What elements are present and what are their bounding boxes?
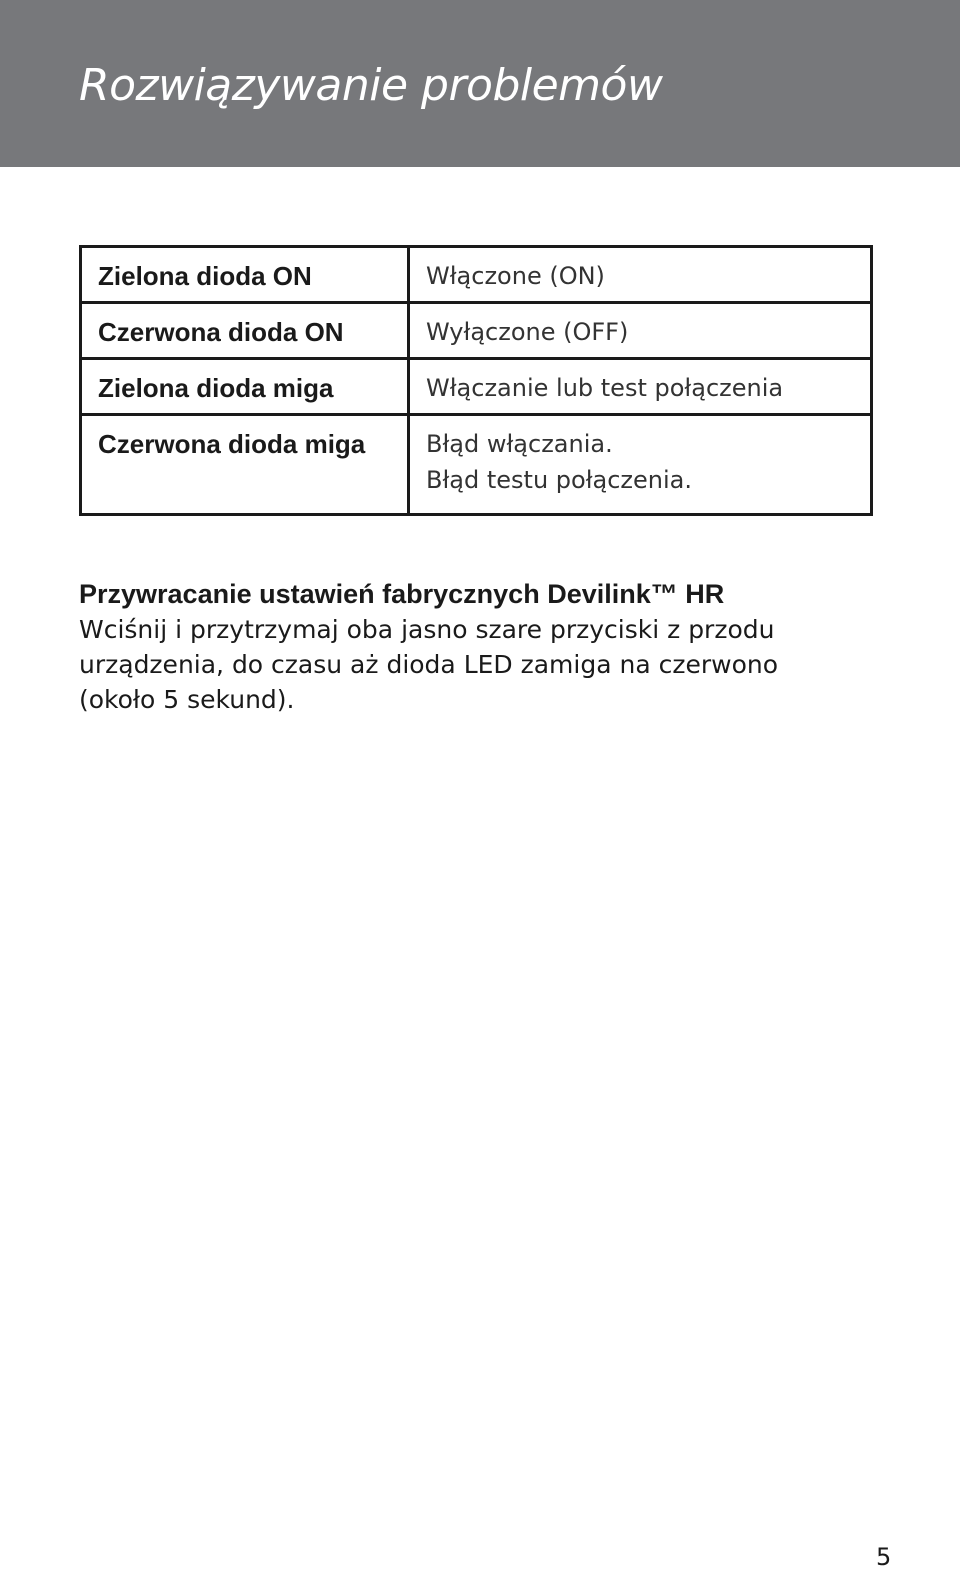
state-line: Włączanie lub test połączenia [426, 374, 784, 402]
instruction-line: (około 5 sekund). [79, 685, 295, 714]
page-title: Rozwiązywanie problemów [79, 60, 663, 111]
led-indicator-label: Zielona dioda ON [81, 247, 409, 303]
state-line: Błąd włączania. [426, 430, 613, 458]
instruction-line: Wciśnij i przytrzymaj oba jasno szare przyciski z przodu [79, 615, 775, 644]
led-indicator-label: Czerwona dioda ON [81, 303, 409, 359]
state-line: Błąd testu połączenia. [426, 466, 693, 494]
header-band [0, 0, 960, 167]
state-line: Wyłączone (OFF) [426, 318, 629, 346]
led-indicator-label: Zielona dioda miga [81, 359, 409, 415]
factory-reset-section [79, 576, 879, 717]
factory-reset-heading: Przywracanie ustawień fabrycznych Devilink™ HR [79, 579, 725, 609]
state-line: Włączone (ON) [426, 262, 605, 290]
page-number: 5 [876, 1543, 892, 1571]
table-row [81, 247, 872, 303]
instruction-line: urządzenia, do czasu aż dioda LED zamiga na czerwono [79, 650, 779, 679]
led-indicator-label: Czerwona dioda miga [81, 415, 409, 515]
table-row [81, 303, 872, 359]
factory-reset-instructions [79, 612, 879, 717]
table-row [81, 415, 872, 515]
led-state-description [409, 247, 872, 303]
led-status-table [79, 245, 873, 516]
led-state-description [409, 303, 872, 359]
led-state-description [409, 415, 872, 515]
table-row [81, 359, 872, 415]
led-state-description [409, 359, 872, 415]
